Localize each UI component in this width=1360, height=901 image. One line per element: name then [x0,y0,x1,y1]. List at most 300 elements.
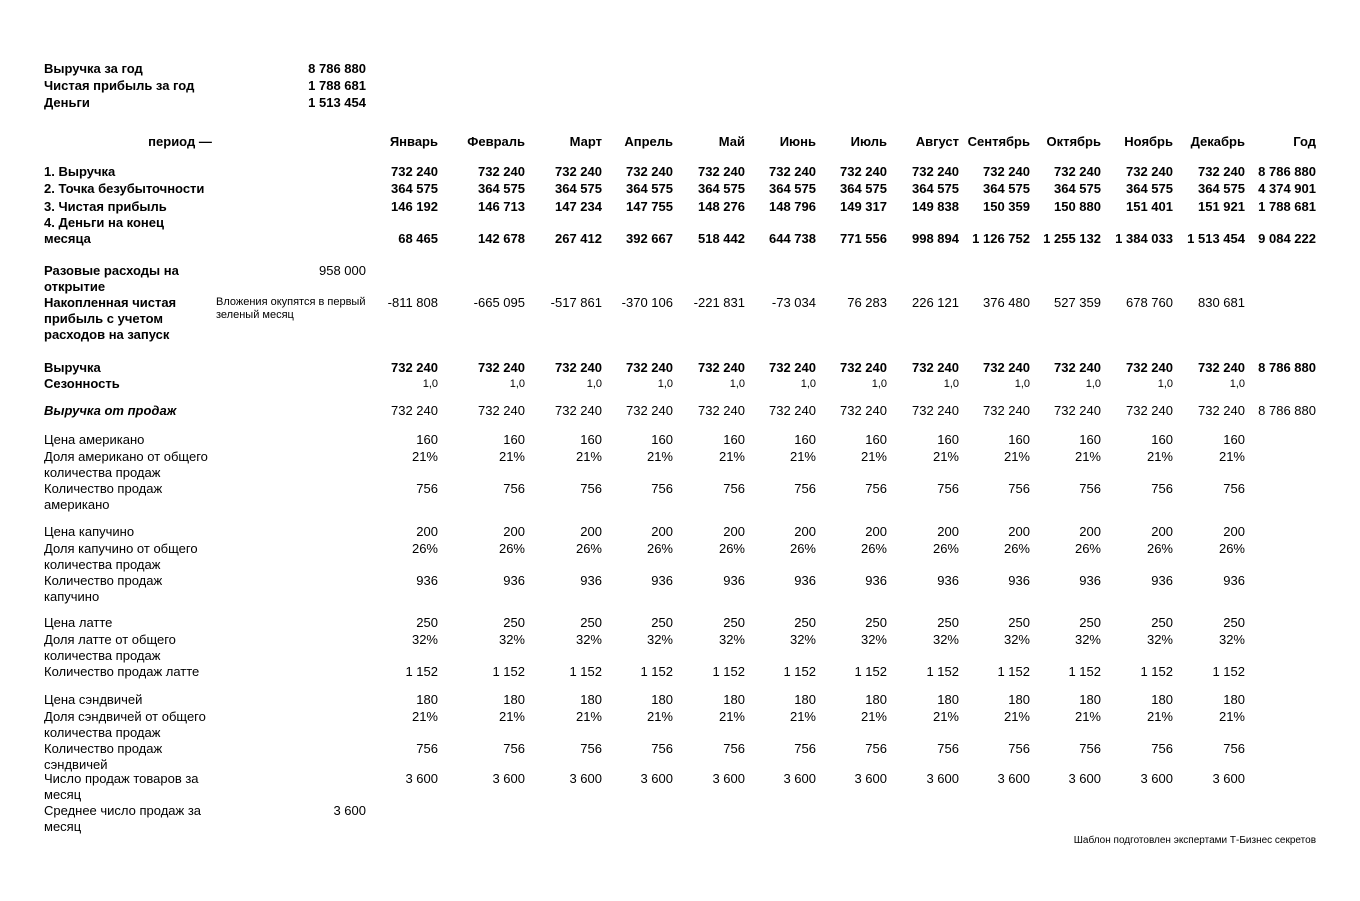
cell-value: 3 600 [1140,771,1173,786]
cell-value: 3 600 [640,771,673,786]
cell-value: 732 240 [1198,164,1245,179]
month-header: Ноябрь [1124,134,1173,149]
cell-value: 1 126 752 [972,231,1030,246]
cell-value: 160 [1079,432,1101,447]
cell-value: 200 [651,524,673,539]
cell-value: 732 240 [840,164,887,179]
cell-value: 732 240 [555,403,602,418]
cell-value: 1 152 [405,664,438,679]
cell-value: 1,0 [586,378,602,390]
cell-value: 364 575 [769,181,816,196]
cell-value: 21% [932,709,959,724]
cell-value: 21% [411,449,438,464]
cell-value: 250 [723,615,745,630]
summary-value: 1 788 681 [308,78,366,93]
row-label: количества продаж [44,557,161,572]
cell-value: 1 513 454 [1187,231,1245,246]
cell-value: 732 240 [1198,360,1245,375]
cell-value: 1,0 [943,378,959,390]
cell-value: 160 [580,432,602,447]
cell-value: 21% [1074,709,1101,724]
cell-value: 756 [1223,481,1245,496]
cell-value: 756 [1151,481,1173,496]
cell-value: 200 [723,524,745,539]
cell-value: 364 575 [478,181,525,196]
row-label: Цена американо [44,432,145,447]
month-header: Август [915,134,959,149]
cell-value: 21% [860,449,887,464]
cell-value: 392 667 [626,231,673,246]
row-constant-value: 958 000 [319,263,366,278]
month-header: Июнь [779,134,816,149]
cell-value: 364 575 [698,181,745,196]
cell-value: -811 808 [387,295,438,310]
cell-value: 732 240 [1054,403,1101,418]
cell-value: 250 [1008,615,1030,630]
cell-value: 21% [1003,449,1030,464]
cell-value: 644 738 [769,231,816,246]
cell-value: 756 [580,481,602,496]
cell-value: 756 [580,741,602,756]
cell-value: 1,0 [871,378,887,390]
cell-value: 1 152 [926,664,959,679]
cell-value: 1 152 [712,664,745,679]
cell-value: 21% [646,709,673,724]
cell-value: 732 240 [698,403,745,418]
summary-label: Чистая прибыль за год [44,78,195,93]
cell-value: 732 240 [626,403,673,418]
cell-value: 200 [937,524,959,539]
row-label: количества продаж [44,648,161,663]
cell-value: 364 575 [912,181,959,196]
cell-value: 1 152 [854,664,887,679]
cell-value: 200 [865,524,887,539]
cell-value: 148 796 [769,199,816,214]
cell-value: 160 [723,432,745,447]
cell-value: 1 152 [1140,664,1173,679]
cell-value: 32% [1003,632,1030,647]
cell-value: 936 [723,573,745,588]
cell-value: 26% [411,541,438,556]
row-label: месяц [44,787,82,802]
cell-value: 21% [1003,709,1030,724]
cell-value: 21% [498,449,525,464]
cell-value: 180 [416,692,438,707]
cell-value: 732 240 [626,164,673,179]
cell-value: 3 600 [1212,771,1245,786]
year-header: Год [1293,134,1316,149]
cell-value: 732 240 [391,164,438,179]
cell-value: 732 240 [769,164,816,179]
cell-value: 1,0 [422,378,438,390]
month-header: Октябрь [1046,134,1101,149]
cell-value: 1 152 [997,664,1030,679]
cell-value: 756 [723,481,745,496]
cell-value: 21% [575,709,602,724]
cell-value: 21% [718,449,745,464]
cell-value: 1,0 [800,378,816,390]
cell-value: 771 556 [840,231,887,246]
cell-value: 732 240 [1198,403,1245,418]
cell-value: 364 575 [1126,181,1173,196]
cell-value: 756 [503,481,525,496]
cell-value: 732 240 [478,164,525,179]
cell-value: 732 240 [478,360,525,375]
cell-value: 226 121 [912,295,959,310]
row-label: Выручка [44,360,101,375]
row-label: Доля латте от общего [44,632,176,647]
row-label: Цена капучино [44,524,135,539]
cell-value: 830 681 [1198,295,1245,310]
cell-value: 3 600 [854,771,887,786]
summary-value: 8 786 880 [308,61,366,76]
cell-value: 160 [651,432,673,447]
cell-value: 998 894 [912,231,959,246]
cell-value: 732 240 [1126,403,1173,418]
cell-value: 732 240 [698,360,745,375]
cell-value: 732 240 [912,403,959,418]
cell-value: 200 [580,524,602,539]
cell-value: 1,0 [657,378,673,390]
cell-value: 200 [1079,524,1101,539]
cell-value: 756 [865,741,887,756]
year-total-value: 8 786 880 [1258,360,1316,375]
row-label: месяца [44,231,91,246]
cell-value: 180 [1008,692,1030,707]
cell-value: 3 600 [569,771,602,786]
cell-value: 200 [503,524,525,539]
cell-value: 518 442 [698,231,745,246]
row-label: 2. Точка безубыточности [44,181,205,196]
cell-value: 21% [932,449,959,464]
cell-value: 250 [865,615,887,630]
cell-value: 151 921 [1198,199,1245,214]
cell-value: 26% [1074,541,1101,556]
month-header: Март [569,134,602,149]
month-header: Февраль [467,134,525,149]
cell-value: 32% [1218,632,1245,647]
cell-value: 364 575 [840,181,887,196]
cell-value: 150 359 [983,199,1030,214]
row-label: количества продаж [44,725,161,740]
cell-value: 732 240 [555,360,602,375]
cell-value: 21% [1146,709,1173,724]
cell-value: 32% [860,632,887,647]
cell-value: 376 480 [983,295,1030,310]
cell-value: 160 [416,432,438,447]
row-label: Цена сэндвичей [44,692,143,707]
cell-value: 732 240 [1054,164,1101,179]
cell-value: 160 [937,432,959,447]
cell-value: 21% [718,709,745,724]
footer-note: Шаблон подготовлен экспертами Т-Бизнес секретов [1073,835,1316,846]
row-label: Выручка от продаж [44,403,177,418]
cell-value: 1 152 [783,664,816,679]
cell-value: 21% [789,709,816,724]
cell-value: 146 192 [391,199,438,214]
cell-value: 756 [794,481,816,496]
cell-value: -73 034 [771,295,816,310]
cell-value: 3 600 [492,771,525,786]
row-label: 4. Деньги на конец [44,215,165,230]
cell-value: 21% [860,709,887,724]
row-label: Среднее число продаж за [44,803,202,818]
cell-value: 756 [937,481,959,496]
cell-value: 3 600 [405,771,438,786]
cell-value: 26% [1003,541,1030,556]
cell-value: 180 [1151,692,1173,707]
month-header: Январь [389,134,438,149]
summary-label: Выручка за год [44,61,143,76]
cell-value: 732 240 [840,360,887,375]
cell-value: 267 412 [555,231,602,246]
cell-value: 180 [580,692,602,707]
row-label: Цена латте [44,615,113,630]
cell-value: 21% [789,449,816,464]
cell-value: 1,0 [1229,378,1245,390]
row-label: 3. Чистая прибыль [44,199,167,214]
cell-value: 147 755 [626,199,673,214]
cell-value: 732 240 [769,403,816,418]
cell-value: 250 [651,615,673,630]
cell-value: 756 [865,481,887,496]
cell-value: 3 600 [783,771,816,786]
cell-value: 732 240 [912,164,959,179]
row-label: Сезонность [44,376,120,391]
row-label: Разовые расходы на [44,263,179,278]
row-label: сэндвичей [44,757,108,772]
cell-value: 26% [1218,541,1245,556]
cell-value: 32% [718,632,745,647]
cell-value: 200 [1223,524,1245,539]
cell-value: 936 [1008,573,1030,588]
cell-value: 732 240 [769,360,816,375]
cell-value: 364 575 [1054,181,1101,196]
cell-value: 1,0 [729,378,745,390]
row-label: месяц [44,819,82,834]
cell-value: 1 384 033 [1115,231,1173,246]
month-header: Июль [850,134,887,149]
cell-value: 756 [1151,741,1173,756]
cell-value: -665 095 [473,295,525,310]
cell-value: 26% [575,541,602,556]
month-header: Апрель [624,134,673,149]
cell-value: 32% [646,632,673,647]
cell-value: 756 [1079,481,1101,496]
cell-value: 142 678 [478,231,525,246]
cell-value: 732 240 [1054,360,1101,375]
cell-value: 180 [651,692,673,707]
cell-value: 21% [646,449,673,464]
cell-value: 21% [1146,449,1173,464]
cell-value: 936 [416,573,438,588]
cell-value: 936 [1223,573,1245,588]
cell-value: 756 [1223,741,1245,756]
cell-value: 364 575 [391,181,438,196]
cell-value: 21% [575,449,602,464]
year-total-value: 8 786 880 [1258,403,1316,418]
cell-value: 756 [651,481,673,496]
cell-value: 147 234 [555,199,602,214]
cell-value: 936 [937,573,959,588]
year-total-value: 4 374 901 [1258,181,1316,196]
year-total-value: 9 084 222 [1258,231,1316,246]
cell-value: 678 760 [1126,295,1173,310]
cell-value: 1 152 [1068,664,1101,679]
row-label: Количество продаж [44,741,163,756]
cell-value: 756 [416,741,438,756]
cell-value: 26% [646,541,673,556]
row-note: Вложения окупятся в первый зеленый месяц [216,296,366,321]
cell-value: 756 [1008,481,1030,496]
cell-value: 250 [416,615,438,630]
cell-value: 732 240 [391,360,438,375]
cell-value: 26% [789,541,816,556]
cell-value: 1 152 [1212,664,1245,679]
cell-value: 21% [1218,449,1245,464]
cell-value: 732 240 [391,403,438,418]
cell-value: 936 [503,573,525,588]
cell-value: 756 [1079,741,1101,756]
cell-value: 200 [1008,524,1030,539]
cell-value: 732 240 [1126,360,1173,375]
cell-value: 3 600 [712,771,745,786]
row-label: Число продаж товаров за [44,771,199,786]
cell-value: 68 465 [398,231,438,246]
cell-value: 26% [498,541,525,556]
cell-value: 32% [932,632,959,647]
cell-value: 1,0 [1014,378,1030,390]
cell-value: 32% [411,632,438,647]
cell-value: 26% [860,541,887,556]
cell-value: -221 831 [693,295,745,310]
row-label: Количество продаж [44,573,163,588]
cell-value: 180 [865,692,887,707]
cell-value: 3 600 [926,771,959,786]
cell-value: 160 [1151,432,1173,447]
cell-value: 756 [937,741,959,756]
cell-value: 150 880 [1054,199,1101,214]
cell-value: 732 240 [840,403,887,418]
cell-value: 364 575 [1198,181,1245,196]
cell-value: 250 [1151,615,1173,630]
row-label: Доля сэндвичей от общего [44,709,206,724]
row-label: прибыль с учетом [44,311,164,326]
cell-value: 756 [416,481,438,496]
cell-value: 732 240 [555,164,602,179]
cell-value: 160 [1223,432,1245,447]
row-constant-value: 3 600 [333,803,366,818]
cell-value: 32% [498,632,525,647]
cell-value: -370 106 [621,295,673,310]
row-label: Доля капучино от общего [44,541,198,556]
cell-value: 250 [580,615,602,630]
cell-value: 1,0 [1157,378,1173,390]
period-header: период — [148,134,212,149]
cell-value: 732 240 [983,164,1030,179]
cell-value: 200 [794,524,816,539]
cell-value: 250 [1079,615,1101,630]
cell-value: 527 359 [1054,295,1101,310]
cell-value: 160 [503,432,525,447]
cell-value: 180 [1223,692,1245,707]
cell-value: 756 [794,741,816,756]
cell-value: 180 [1079,692,1101,707]
cell-value: -517 861 [550,295,602,310]
cell-value: 364 575 [626,181,673,196]
cell-value: 151 401 [1126,199,1173,214]
cell-value: 149 317 [840,199,887,214]
summary-value: 1 513 454 [308,95,366,110]
cell-value: 26% [718,541,745,556]
cell-value: 26% [1146,541,1173,556]
cell-value: 180 [503,692,525,707]
cell-value: 32% [1146,632,1173,647]
cell-value: 148 276 [698,199,745,214]
cell-value: 180 [937,692,959,707]
summary-label: Деньги [44,95,90,110]
cell-value: 732 240 [626,360,673,375]
cell-value: 732 240 [478,403,525,418]
cell-value: 1 255 132 [1043,231,1101,246]
cell-value: 160 [794,432,816,447]
cell-value: 160 [865,432,887,447]
year-total-value: 8 786 880 [1258,164,1316,179]
month-header: Декабрь [1190,134,1245,149]
cell-value: 1 152 [569,664,602,679]
month-header: Май [718,134,745,149]
cell-value: 32% [789,632,816,647]
cell-value: 756 [723,741,745,756]
row-label: количества продаж [44,465,161,480]
cell-value: 1 152 [640,664,673,679]
cell-value: 732 240 [1126,164,1173,179]
cell-value: 756 [1008,741,1030,756]
cell-value: 364 575 [983,181,1030,196]
cell-value: 936 [865,573,887,588]
cell-value: 200 [1151,524,1173,539]
cell-value: 364 575 [555,181,602,196]
cell-value: 936 [1079,573,1101,588]
cell-value: 756 [503,741,525,756]
cell-value: 21% [1218,709,1245,724]
cell-value: 936 [580,573,602,588]
cell-value: 26% [932,541,959,556]
row-label: американо [44,497,110,512]
cell-value: 160 [1008,432,1030,447]
cell-value: 250 [794,615,816,630]
cell-value: 1,0 [509,378,525,390]
cell-value: 936 [651,573,673,588]
row-label: расходов на запуск [44,327,170,342]
cell-value: 200 [416,524,438,539]
cell-value: 21% [498,709,525,724]
row-label: Количество продаж латте [44,664,200,679]
row-label: Доля американо от общего [44,449,208,464]
cell-value: 756 [651,741,673,756]
row-label: Количество продаж [44,481,163,496]
year-total-value: 1 788 681 [1258,199,1316,214]
cell-value: 250 [937,615,959,630]
cell-value: 3 600 [997,771,1030,786]
cell-value: 1,0 [1085,378,1101,390]
row-label: капучино [44,589,100,604]
cell-value: 180 [723,692,745,707]
cell-value: 32% [1074,632,1101,647]
cell-value: 180 [794,692,816,707]
cell-value: 32% [575,632,602,647]
cell-value: 1 152 [492,664,525,679]
